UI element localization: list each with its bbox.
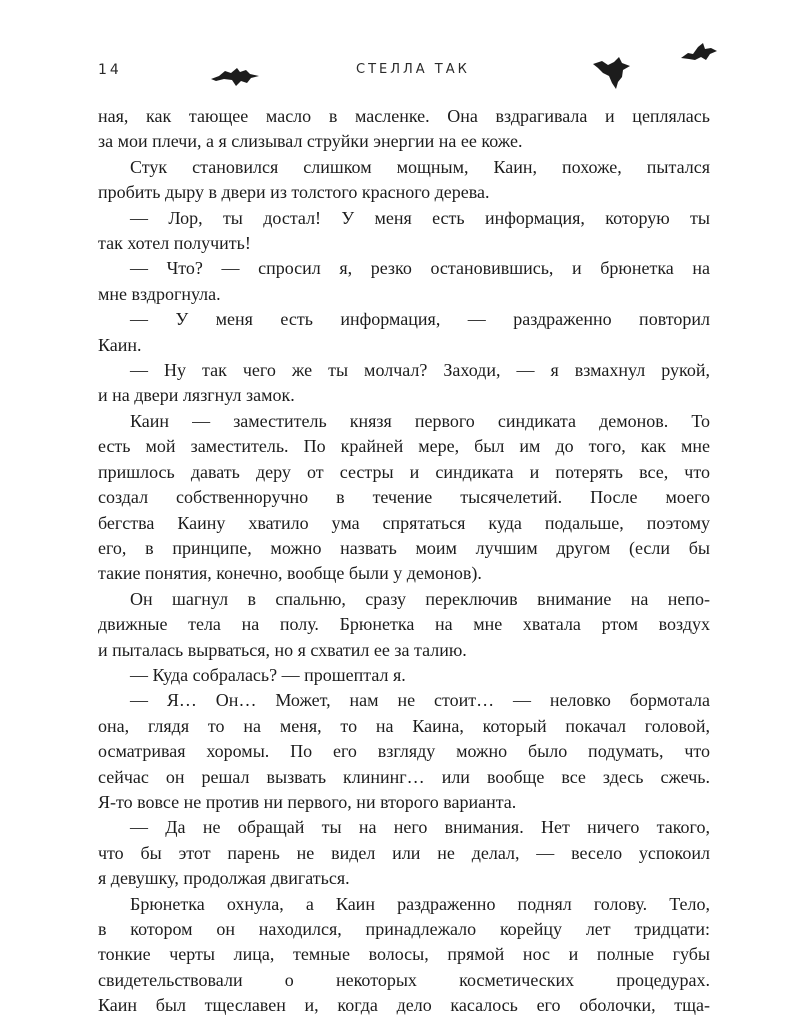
crow-icon	[592, 56, 632, 90]
text-line: — Ну так чего же ты молчал? Заходи, — я взмахнул рукой,	[130, 360, 710, 381]
text-line: тонкие черты лица, темные волосы, прямой нос и полные губы	[98, 944, 710, 965]
crow-icon	[680, 42, 718, 66]
text-line: в котором он находился, принадлежало корейцу лет тридцати:	[98, 919, 710, 939]
text-line: — Я… Он… Может, нам не стоит… — неловко бормотала	[130, 690, 710, 711]
text-line: мне вздрогнула.	[98, 283, 221, 304]
text-line: бегства Каину хватило ума спрятаться куда подальше, поэтому	[98, 512, 710, 533]
text-line: — Да не обращай ты на него внимания. Нет ничего такого,	[130, 817, 710, 838]
text-line: Я-то вовсе не против ни первого, ни второго варианта.	[98, 791, 517, 812]
text-line: она, глядя то на меня, то на Каина, который покачал головой,	[98, 715, 710, 736]
text-line: движные тела на полу. Брюнетка на мне хватала ртом воздух	[98, 614, 710, 635]
text-line: создал собственноручно в течение тысячелетий. После моего	[98, 487, 710, 508]
text-line: Брюнетка охнула, а Каин раздраженно поднял голову. Тело,	[130, 893, 710, 914]
text-line: есть мой заместитель. По крайней мере, был им до того, как мне	[98, 436, 710, 457]
text-line: я девушку, продолжая двигаться.	[98, 868, 350, 889]
text-line: так хотел получить!	[98, 233, 251, 254]
text-body	[98, 104, 710, 1019]
text-line: сейчас он решал вызвать клининг… или вообще все здесь сжечь.	[98, 766, 710, 787]
text-line: и пыталась вырваться, но я схватил ее за талию.	[98, 639, 467, 660]
text-line: — Что? — спросил я, резко остановившись, и брюнетка на	[130, 258, 710, 279]
text-line: и на двери лязгнул замок.	[98, 385, 295, 406]
text-line: пришлось давать деру от сестры и синдиката и потерять все, что	[98, 461, 710, 482]
text-line: Стук становился слишком мощным, Каин, похоже, пытался	[130, 156, 710, 177]
text-line: за мои плечи, а я слизывал струйки энергии на ее коже.	[98, 131, 523, 152]
text-line: Каин.	[98, 334, 142, 355]
text-line: что бы этот парень не видел или не делал, — весело успокоил	[98, 842, 710, 863]
page-header	[98, 52, 710, 108]
text-line: осматривая хоромы. По его взгляду можно было подумать, что	[98, 741, 710, 762]
text-line: его, в принципе, можно назвать моим лучшим другом (если бы	[98, 537, 710, 558]
text-line: — Куда собралась? — прошептал я.	[130, 664, 406, 685]
text-line: Он шагнул в спальню, сразу переключив внимание на непо-	[130, 588, 710, 609]
text-line: — Лор, ты достал! У меня есть информация, которую ты	[130, 207, 710, 228]
text-line: пробить дыру в двери из толстого красного дерева.	[98, 182, 490, 203]
text-line: свидетельствовали о некоторых косметических процедурах.	[98, 969, 710, 990]
text-line: Каин был тщеславен и, когда дело касалось его оболочки, тща-	[98, 995, 710, 1016]
text-line: — У меня есть информация, — раздраженно повторил	[130, 309, 710, 330]
running-head: СТЕЛЛА ТАК	[356, 62, 470, 77]
page-number: 14	[98, 62, 122, 78]
text-line: такие понятия, конечно, вообще были у демонов).	[98, 563, 482, 584]
text-line: Каин — заместитель князя первого синдиката демонов. То	[130, 410, 710, 431]
crow-icon	[210, 64, 260, 88]
text-line: ная, как тающее масло в масленке. Она вздрагивала и цеплялась	[98, 106, 710, 126]
